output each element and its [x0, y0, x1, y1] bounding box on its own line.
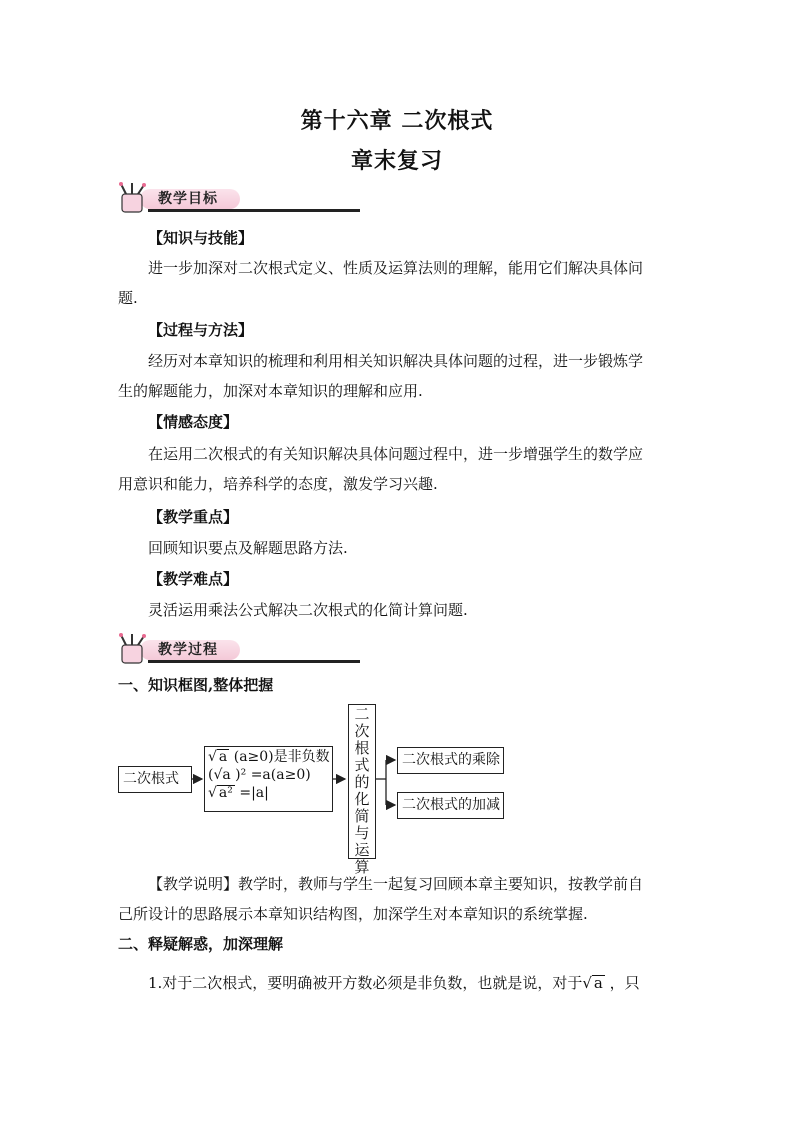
branch2-box: 二次根式的加减	[397, 792, 504, 819]
goals-badge-label: 教学目标	[158, 191, 218, 207]
process-heading: 【过程与方法】	[148, 321, 254, 339]
knowledge-heading: 【知识与技能】	[148, 229, 254, 247]
middle-char: 简	[354, 807, 370, 825]
middle-char: 与	[354, 824, 370, 842]
property-2: (√a )² =a(a≥0)	[208, 767, 311, 783]
middle-char: 的	[354, 773, 370, 791]
branch1-box: 二次根式的乘除	[397, 747, 504, 774]
section2-heading: 二、释疑解惑，加深理解	[118, 935, 284, 953]
key-text: 回顾知识要点及解题思路方法.	[148, 539, 348, 557]
knowledge-line1: 进一步加深对二次根式定义、性质及运算法则的理解，能用它们解决具体问	[148, 259, 644, 277]
teaching-note-line1: 【教学说明】教学时，教师与学生一起复习回顾本章主要知识，按教学前自	[148, 875, 644, 893]
middle-char: 算	[354, 858, 370, 876]
property-3: √ a² =|a|	[208, 785, 269, 801]
key-heading: 【教学重点】	[148, 508, 239, 526]
middle-char: 化	[354, 790, 370, 808]
root-box: 二次根式	[118, 766, 192, 793]
knowledge-diagram	[118, 704, 678, 876]
difficulty-heading: 【教学难点】	[148, 570, 239, 588]
emotion-heading: 【情感态度】	[148, 413, 239, 431]
chapter-title: 第十六章 二次根式	[300, 108, 494, 134]
teaching-note-line2: 己所设计的思路展示本章知识结构图，加深学生对本章知识的系统掌握.	[118, 905, 588, 923]
knowledge-line2: 题.	[118, 289, 138, 307]
emotion-line1: 在运用二次根式的有关知识解决具体问题过程中，进一步增强学生的数学应	[148, 445, 644, 463]
section2-line1: 1.对于二次根式，要明确被开方数必须是非负数，也就是说，对于√ a ，只	[148, 974, 640, 992]
diagram-connectors	[118, 704, 678, 864]
process-badge-label: 教学过程	[158, 642, 218, 658]
middle-char: 次	[354, 722, 370, 740]
properties-box	[204, 746, 333, 812]
middle-char: 根	[354, 739, 370, 757]
process-badge	[118, 633, 368, 663]
process-line2: 生的解题能力，加深对本章知识的理解和应用.	[118, 382, 423, 400]
difficulty-text: 灵活运用乘法公式解决二次根式的化简计算问题.	[148, 601, 468, 619]
property-1: √ a (a≥0)是非负数	[208, 749, 330, 765]
section-title: 章末复习	[350, 148, 443, 174]
section1-heading: 一、知识框图,整体把握	[118, 676, 274, 694]
middle-char: 运	[354, 841, 370, 859]
emotion-line2: 用意识和能力，培养科学的态度，激发学习兴趣.	[118, 475, 438, 493]
goals-badge	[118, 182, 368, 212]
middle-char: 式	[354, 756, 370, 774]
middle-char: 二	[354, 705, 370, 723]
process-line1: 经历对本章知识的梳理和利用相关知识解决具体问题的过程，进一步锻炼学	[148, 352, 644, 370]
middle-box	[348, 704, 376, 876]
